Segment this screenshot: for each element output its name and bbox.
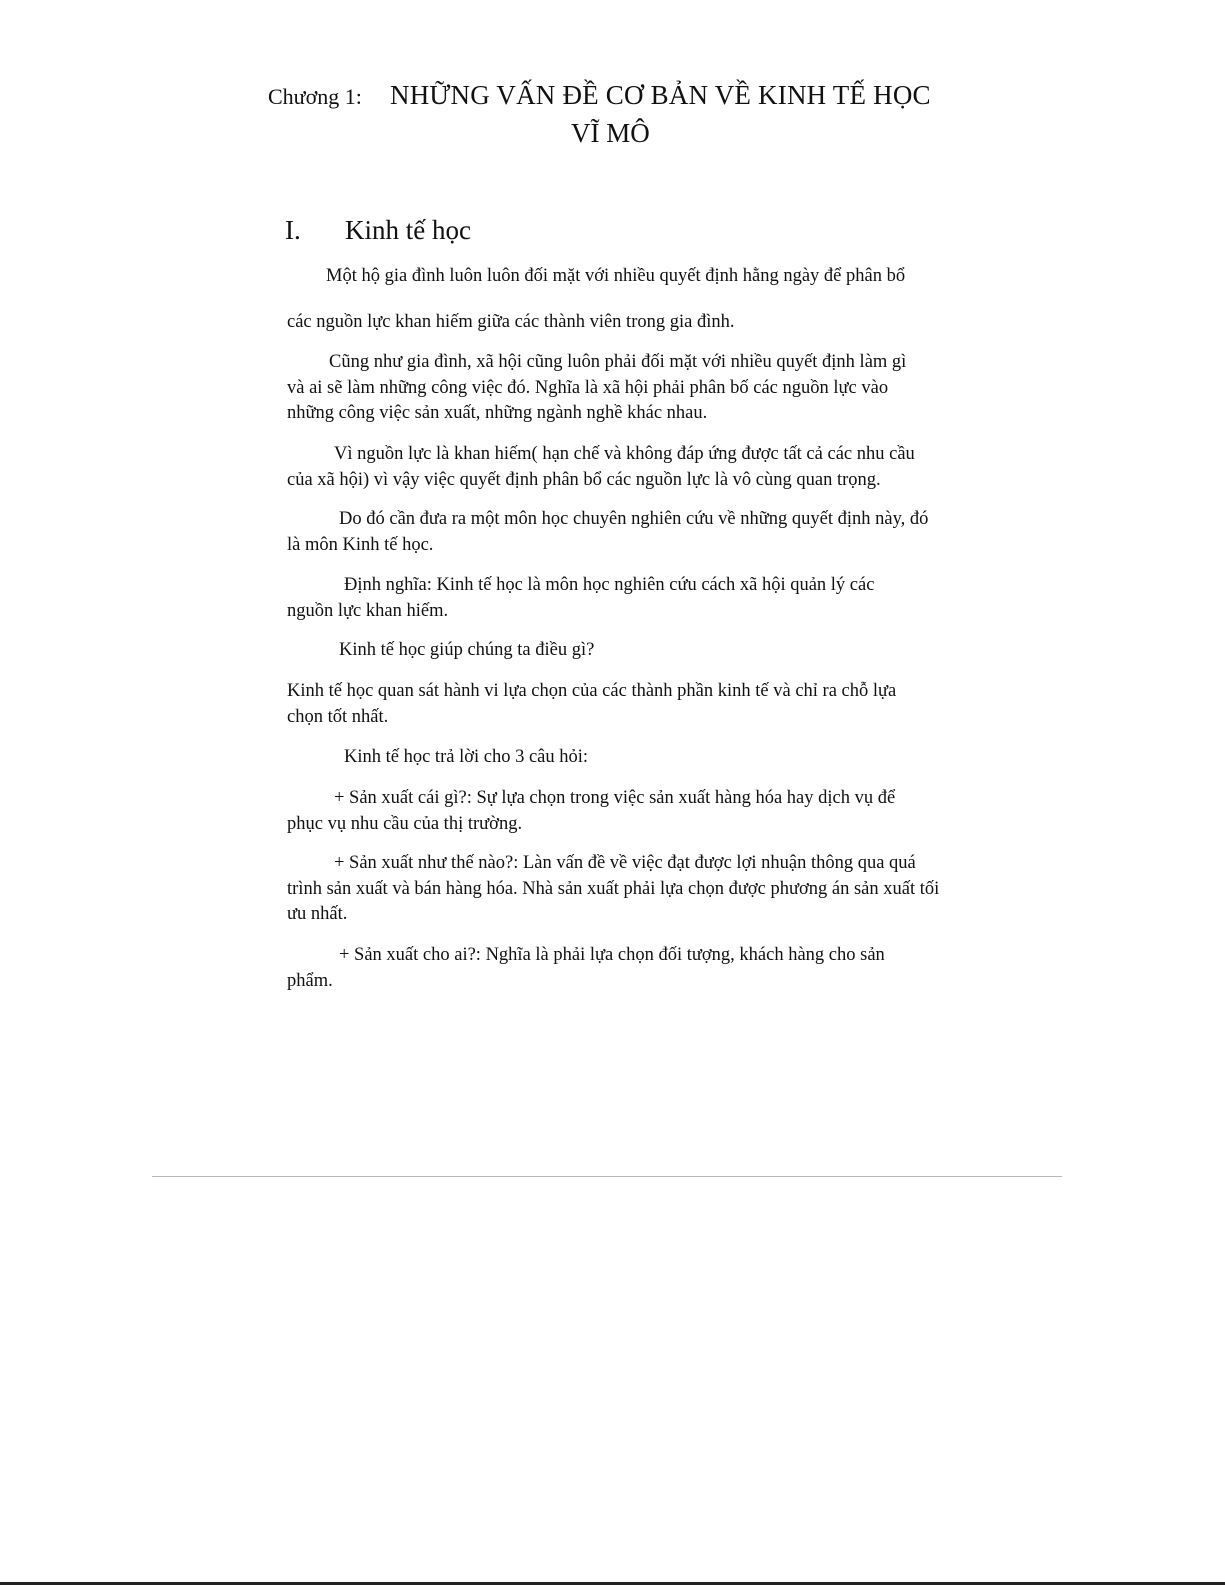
paragraph: [287, 745, 967, 771]
paragraph: [287, 851, 967, 928]
paragraph: [287, 573, 967, 624]
paragraph-line: và ai sẽ làm những công việc đó. Nghĩa là xã hội phải phân bố các nguồn lực vào những công việc sản xuất, những ngành nghề khác nhau.: [287, 377, 889, 423]
chapter-heading-line-1: [268, 80, 931, 111]
paragraph: [287, 679, 967, 730]
paragraph-line: các nguồn lực khan hiếm giữa các thành viên trong gia đình.: [287, 311, 735, 332]
paragraph-line: + Sản xuất cho ai?: Nghĩa là phải lựa chọn đối tượng, khách hàng cho sản: [339, 945, 885, 965]
paragraph-line: trình sản xuất và bán hàng hóa. Nhà sản xuất phải lựa chọn được phương án sản xuất tối ưu nhất.: [287, 878, 940, 924]
paragraph-line: Kinh tế học quan sát hành vi lựa chọn của các thành phần kinh tế và chỉ ra chỗ lựa: [287, 681, 897, 701]
paragraph: [287, 350, 967, 427]
page-divider: [152, 1176, 1062, 1177]
paragraph-line: Một hộ gia đình luôn luôn đối mặt với nhiều quyết định hằng ngày để phân bổ: [326, 266, 906, 286]
paragraph-line: phục vụ nhu cầu của thị trường.: [287, 813, 523, 834]
paragraph: [287, 442, 967, 493]
paragraph: [287, 507, 967, 558]
paragraph: [287, 943, 967, 994]
paragraph-line: + Sản xuất như thế nào?: Làn vấn đề về việc đạt được lợi nhuận thông qua quá: [334, 853, 916, 873]
paragraph-line: nguồn lực khan hiếm.: [287, 600, 449, 621]
chapter-title-continued: VĨ MÔ: [571, 118, 650, 148]
paragraph-line: Do đó cần đưa ra một môn học chuyên nghiên cứu về những quyết định này, đó: [339, 509, 929, 529]
paragraph-line: + Sản xuất cái gì?: Sự lựa chọn trong việc sản xuất hàng hóa hay dịch vụ để: [334, 788, 896, 808]
paragraph-line: chọn tốt nhất.: [287, 706, 389, 727]
paragraph-line: Vì nguồn lực là khan hiếm( hạn chế và không đáp ứng được tất cả các nhu cầu: [334, 444, 915, 464]
chapter-label: Chương 1:: [268, 84, 362, 109]
paragraph-line: Kinh tế học trả lời cho 3 câu hỏi:: [344, 747, 589, 767]
paragraph-line: là môn Kinh tế học.: [287, 534, 434, 555]
paragraph-line: Kinh tế học giúp chúng ta điều gì?: [339, 640, 595, 660]
paragraph: [287, 638, 967, 664]
section-number: I.: [285, 215, 301, 245]
paragraph: [287, 786, 967, 837]
paragraph: [287, 264, 967, 335]
chapter-title: NHỮNG VẤN ĐỀ CƠ BẢN VỀ KINH TẾ HỌC: [390, 80, 931, 110]
section-title: Kinh tế học: [345, 215, 471, 245]
section-heading: [285, 215, 471, 246]
paragraph-line: Cũng như gia đình, xã hội cũng luôn phải đối mặt với nhiều quyết định làm gì: [329, 352, 907, 372]
paragraph-line: phẩm.: [287, 970, 333, 991]
paragraph-line: của xã hội) vì vậy việc quyết định phân bổ các nguồn lực là vô cùng quan trọng.: [287, 469, 881, 490]
paragraph-line: Định nghĩa: Kinh tế học là môn học nghiên cứu cách xã hội quản lý các: [344, 575, 875, 595]
